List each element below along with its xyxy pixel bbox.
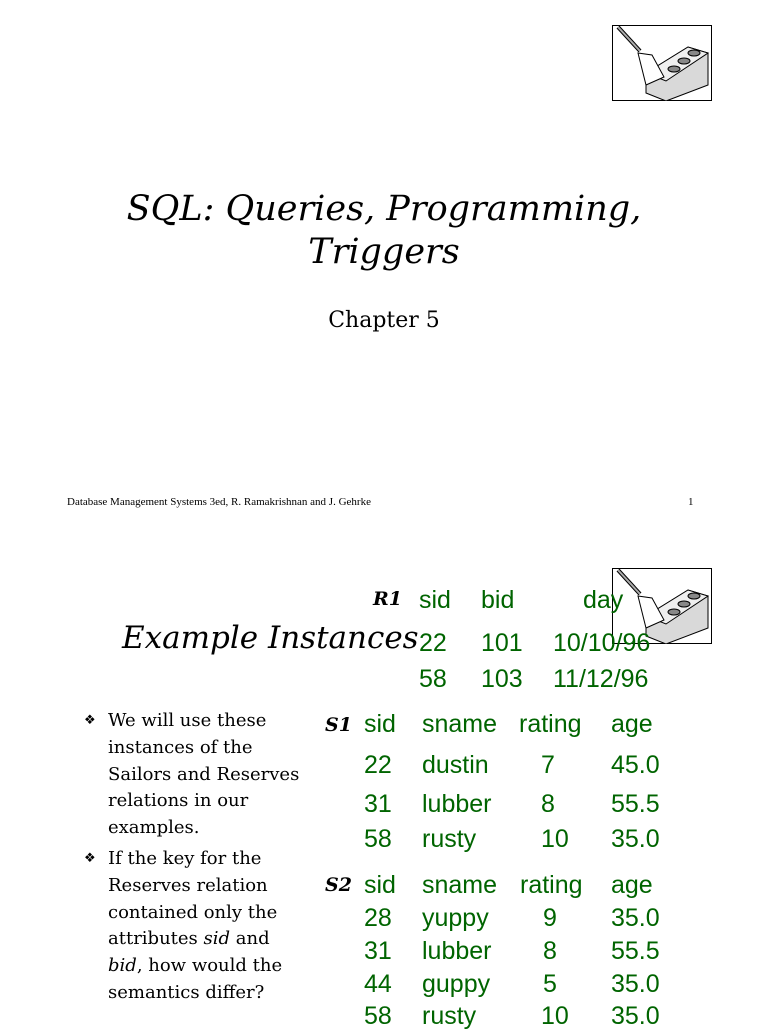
slide-title [0,188,768,274]
slide-title-line-2: Triggers [308,232,460,272]
trowel-brick-logo-icon [612,25,712,101]
s1-cell: 7 [541,751,555,779]
s2-cell: rusty [422,1002,477,1030]
s2-header-sname: sname [422,871,498,899]
chapter-subtitle: Chapter 5 [328,308,440,333]
s2-cell: 44 [364,970,392,998]
s1-cell: 10 [541,825,569,853]
s1-cell: 55.5 [611,790,660,818]
page-number: 1 [688,496,694,508]
s1-cell: rusty [422,825,477,853]
relation-label-s1: S1 [325,714,352,736]
relation-label-s2: S2 [325,874,352,896]
s2-header-age: age [611,871,653,899]
relation-label-r1: R1 [373,588,403,610]
s1-header-age: age [611,710,653,738]
diamond-bullet-icon: ❖ [84,850,96,866]
bullet-text: If the key for the Reserves relation contained only the attributes [108,847,278,950]
r1-header-bid: bid [481,586,515,614]
s1-cell: 31 [364,790,392,818]
s2-cell: 8 [543,937,557,965]
s2-cell: yuppy [422,904,489,932]
s1-cell: 22 [364,751,392,779]
s1-cell: 35.0 [611,825,660,853]
r1-cell: 58 [419,665,447,693]
s2-cell: 35.0 [611,970,660,998]
bullet-text-em: bid [108,955,137,977]
s2-cell: 55.5 [611,937,660,965]
s2-cell: 10 [541,1002,569,1030]
s1-cell: 45.0 [611,751,660,779]
s2-cell: 35.0 [611,1002,660,1030]
bullet-text-em: sid [203,928,231,950]
bullet-text: , how would the semantics differ? [108,955,283,1003]
r1-cell: 103 [481,665,523,693]
s1-cell: dustin [422,751,489,779]
footer-citation: Database Management Systems 3ed, R. Ramakrishnan and J. Gehrke [67,496,371,508]
bullet-list [84,708,304,1011]
s2-cell: 35.0 [611,904,660,932]
s2-cell: 28 [364,904,392,932]
bullet-text: and [230,928,270,950]
s1-cell: lubber [422,790,492,818]
s2-cell: guppy [422,970,491,998]
slide-2 [0,530,768,1030]
s2-header-sid: sid [364,871,396,899]
s1-header-sname: sname [422,710,498,738]
s2-cell: 31 [364,937,392,965]
s2-cell: lubber [422,937,492,965]
bullet-text: We will use these instances of the Sailors and Reserves relations in our examples. [108,710,300,839]
r1-cell: 101 [481,629,523,657]
s2-header-rating: rating [520,871,583,899]
r1-header-day: day [583,586,624,614]
s2-cell: 58 [364,1002,392,1030]
s1-header-rating: rating [519,710,582,738]
list-item [84,708,304,842]
s2-cell: 5 [543,970,557,998]
r1-cell: 22 [419,629,447,657]
slide-title: Example Instances [122,620,419,656]
s1-cell: 8 [541,790,555,818]
list-item [84,846,304,1007]
slide-title-line-1: SQL: Queries, Programming, [126,189,642,229]
r1-cell: 10/10/96 [553,629,651,657]
s1-header-sid: sid [364,710,396,738]
s2-cell: 9 [543,904,557,932]
r1-header-sid: sid [419,586,451,614]
s1-cell: 58 [364,825,392,853]
r1-cell: 11/12/96 [553,665,649,693]
diamond-bullet-icon: ❖ [84,713,96,728]
